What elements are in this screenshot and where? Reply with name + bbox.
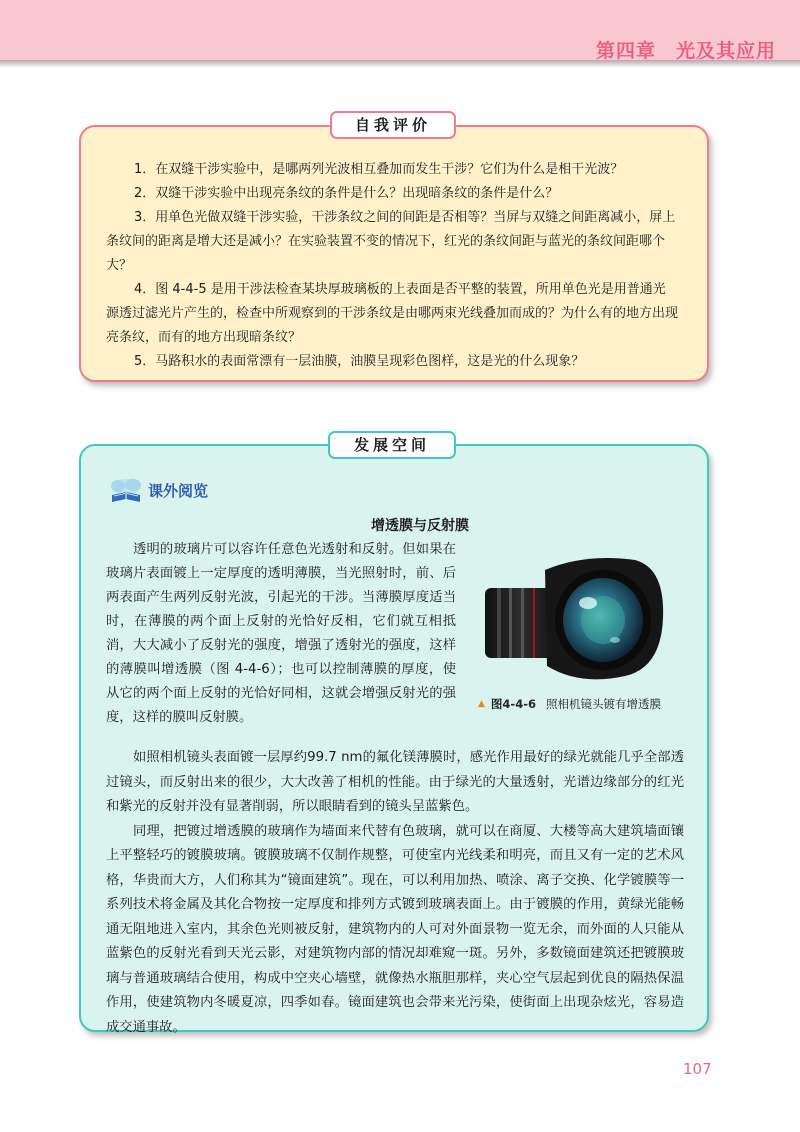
article-paragraph-2: 如照相机镜头表面镀一层厚约99.7 nm的氟化镁薄膜时，感光作用最好的绿光就能几乎全部透过镜头，而反射出来的很少，大大改善了相机的性能。由于绿光的大量透射，光谱边缘部分的红光和紫光的反射并没有显著削弱，所以眼睛看到的镜头呈蓝紫色。 <box>106 750 684 814</box>
caption-marker-icon: ▲ <box>478 699 485 709</box>
question-1: 1．在双缝干涉实验中，是哪两列光波相互叠加而发生干涉？它们为什么是相干光波？ <box>134 162 624 177</box>
book-icon <box>106 475 146 505</box>
self-evaluation-title: 自我评价 <box>330 111 456 139</box>
page-number: 107 <box>683 1060 712 1078</box>
figure-caption <box>478 696 661 712</box>
question-3: 3．用单色光做双缝干涉实验，干涉条纹之间的间距是否相等？当屏与双缝之间距离减小，屏上条纹间的距离是增大还是减小？在实验装置不变的情况下，红光的条纹间距与蓝光的条纹间距哪个大？ <box>106 210 676 273</box>
reading-header <box>106 475 208 505</box>
article-paragraph-1-block <box>106 538 456 730</box>
reading-label: 课外阅览 <box>148 481 209 500</box>
camera-lens-photo <box>475 548 675 688</box>
development-title: 发展空间 <box>328 431 456 459</box>
question-5: 5．马路积水的表面常漂有一层油膜，油膜呈现彩色图样，这是光的什么现象？ <box>134 354 585 369</box>
question-4: 4．图 4-4-5 是用干涉法检查某块厚玻璃板的上表面是否平整的装置，所用单色光是用普通光源透过滤光片产生的，检查中所观察到的干涉条纹是由哪两束光线叠加而成的？为什么有的地方出现亮条纹，而有的地方出现暗条纹？ <box>106 282 679 345</box>
figure-caption-text: 照相机镜头镀有增透膜 <box>545 697 661 711</box>
article-paragraph-3: 同理，把镀过增透膜的玻璃作为墙面来代替有色玻璃，就可以在商厦、大楼等高大建筑墙面镶上平整轻巧的镀膜玻璃。镀膜玻璃不仅制作规整，可使室内光线柔和明亮，而且又有一定的艺术风格，华贵而大方，人们称其为“镜面建筑”。现在，可以利用加热、喷涂、离子交换、化学镀膜等一系列技术将金属及其化合物按一定厚度和排列方式镀到玻璃表面上。由于镀膜的作用，黄绿光能畅通无阻地进入室内，其余色光则被反射，建筑物内的人可对外面景物一览无余，而外面的人只能从蓝紫色的反射光看到天光云影，对建筑物内部的情况却难窥一斑。另外，多数镜面建筑还把镀膜玻璃与普通玻璃结合使用，构成中空夹心墙壁，就像热水瓶胆那样，夹心空气层起到优良的隔热保温作用，使建筑物内冬暖夏凉，四季如春。镜面建筑也会带来光污染，使街面上出现杂炫光，容易造成交通事故。 <box>106 823 684 1035</box>
article-body <box>106 746 684 1040</box>
figure-number: 图4-4-6 <box>490 697 536 711</box>
question-2: 2．双缝干涉实验中出现亮条纹的条件是什么？出现暗条纹的条件是什么？ <box>134 186 559 201</box>
chapter-title: 第四章 光及其应用 <box>595 40 776 62</box>
question-list <box>106 158 678 374</box>
article-paragraph-1: 透明的玻璃片可以容许任意色光透射和反射。但如果在玻璃片表面镀上一定厚度的透明薄膜，当光照射时，前、后两表面产生两列反射光波，引起光的干涉。当薄膜厚度适当时，在薄膜的两个面上反射的光恰好反相，它们就互相抵消，大大减小了反射光的强度，增强了透射光的强度，这样的薄膜叫增透膜（图 4-4-6）；也可以控制薄膜的厚度，使从它的两个面上反射的光恰好同相，这就会增强反射光的强度，这样的膜叫反射膜。 <box>106 542 456 725</box>
article-title: 增透膜与反射膜 <box>371 518 469 534</box>
